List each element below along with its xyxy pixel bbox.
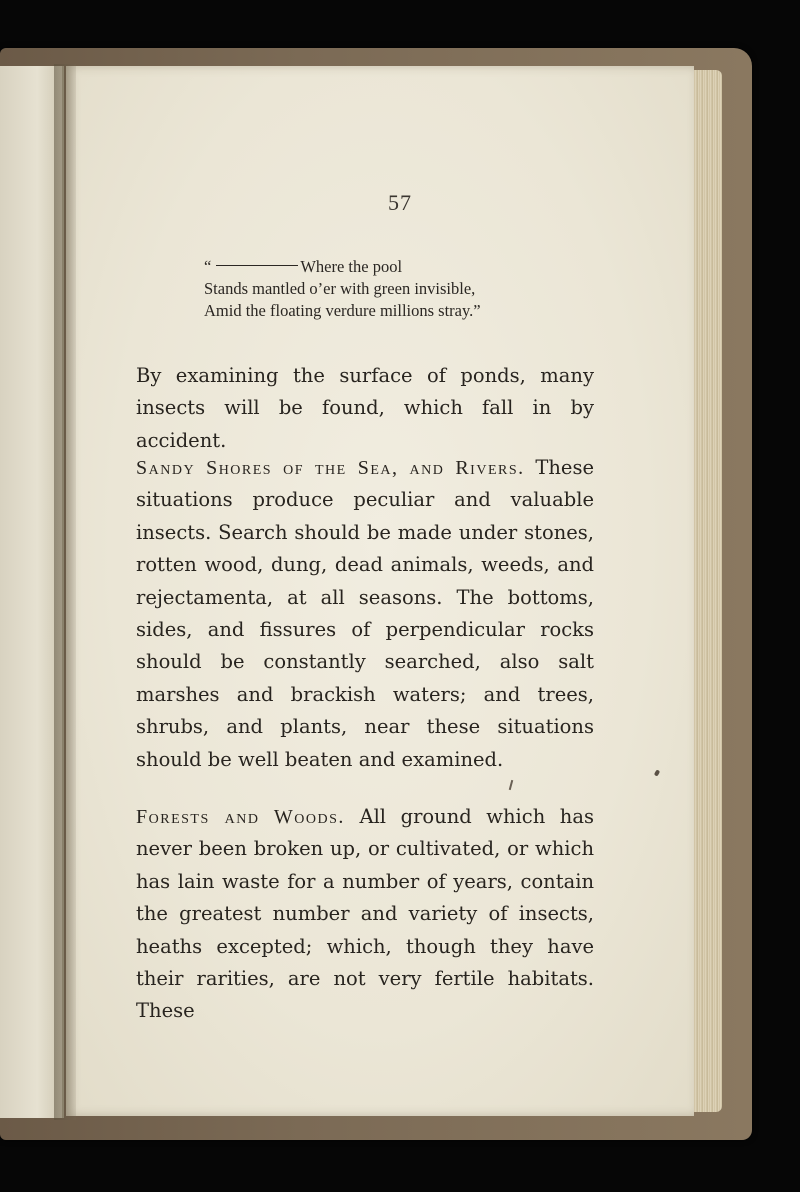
verse-line-1-text: Where the pool bbox=[300, 257, 403, 276]
verse-dash bbox=[216, 265, 298, 266]
heading-forests: Forests and Woods. bbox=[136, 806, 345, 828]
paragraph-ponds-text: By examining the surface of ponds, many insects will be found, which fall in by accident. bbox=[136, 364, 594, 452]
verse-quote bbox=[204, 256, 604, 322]
paragraph-forests bbox=[136, 801, 594, 1028]
paragraph-ponds bbox=[136, 360, 594, 457]
verse-line-3: Amid the floating verdure millions stray.” bbox=[204, 301, 481, 320]
page-gutter bbox=[54, 64, 76, 1120]
paragraph-sandy-shores-text: These situations produce peculiar and valuable insects. Search should be made under stones, rotten wood, dung, dead animals, weeds, and rejectamenta, at all seasons. The bottoms, sides, and fissures of perpendicular rocks should be constantly searched, also salt marshes and brackish waters; and trees, shrubs, and plants, near these situations should be well beaten and examined. bbox=[136, 456, 594, 771]
page-number: 57 bbox=[388, 190, 412, 215]
verse-line-1 bbox=[204, 256, 604, 278]
paragraph-sandy-shores bbox=[136, 452, 594, 776]
verse-open-quote: “ bbox=[204, 257, 213, 276]
heading-sandy-shores: Sandy Shores of the Sea, and Rivers. bbox=[136, 457, 525, 479]
paragraph-forests-text: All ground which has never been broken up, or cultivated, or which has lain waste for a number of years, contain the greatest number and variety of insects, heaths excepted; which, though they have their rarities, are not very fertile habitats. These bbox=[136, 805, 594, 1023]
verse-line-2: Stands mantled o’er with green invisible, bbox=[204, 279, 476, 298]
